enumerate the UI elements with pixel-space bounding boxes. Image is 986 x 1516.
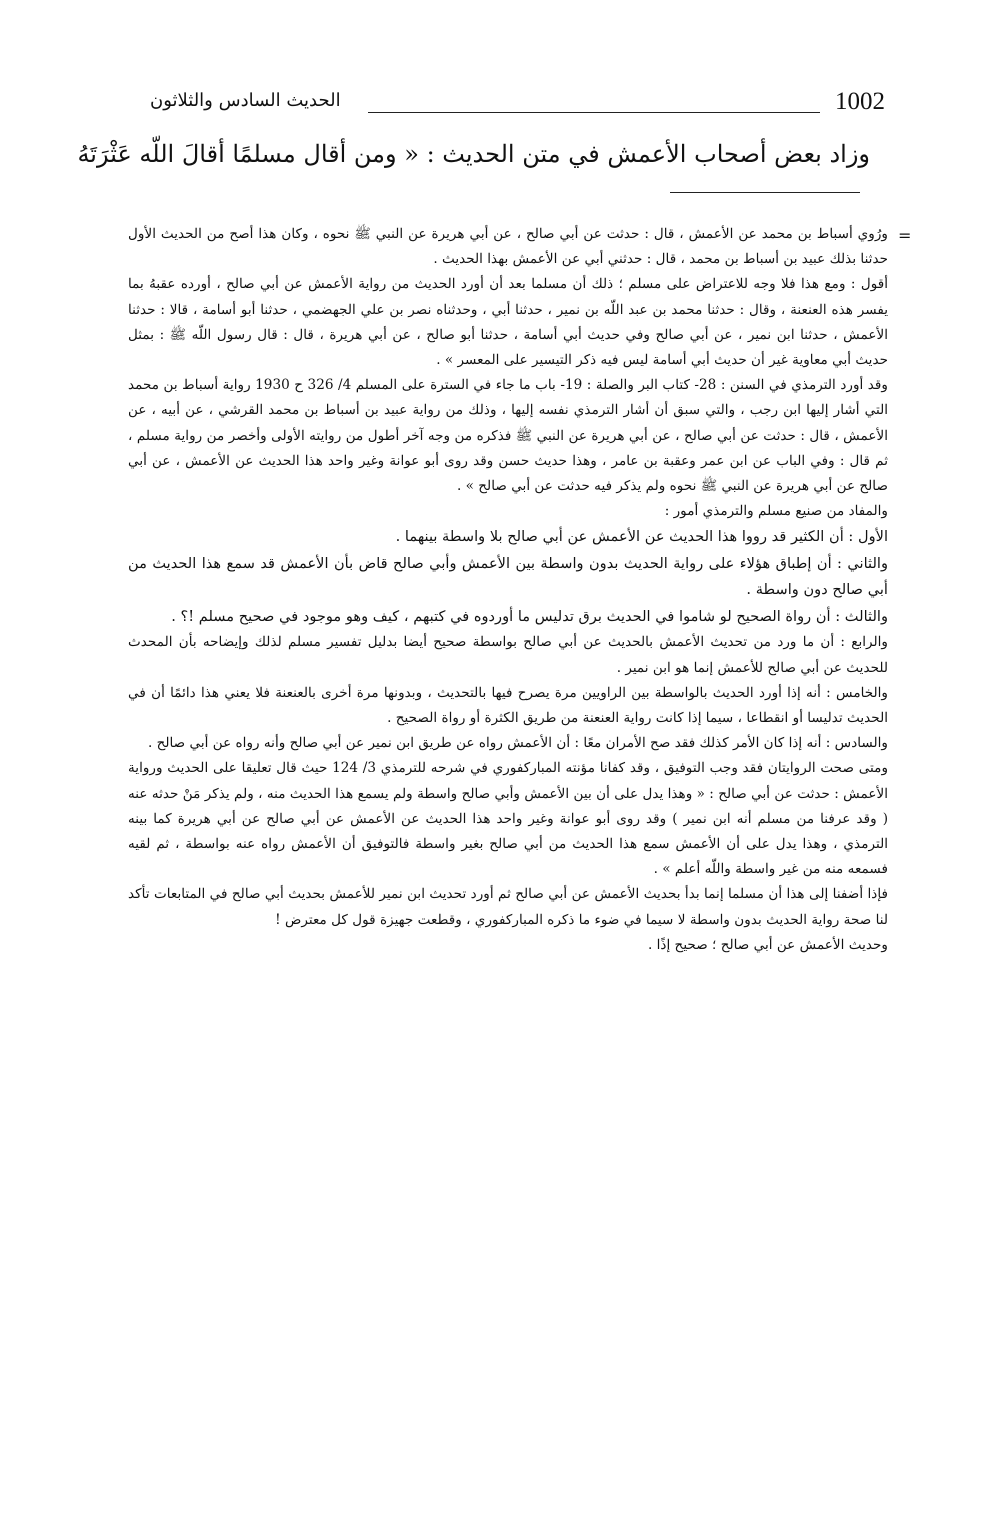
footnote-paragraph: ومتى صحت الروايتان فقد وجب التوفيق ، وقد كفانا مؤنته المباركفوري في شرحه للترمذي 3/ 124 حيث قال تعليقا على الحديث ورواية الأعمش : حدثت عن أبي صالح : « وهذا يدل على أن بين الأعمش وأبي صالح واسطة ولم يسمع هذا الحديث منه ، ولم يذكر مَنْ حدثه عنه ( وقد عرفنا من مسلم أنه ابن نمير ) وقد روى أبو عوانة وغير واحد هذا الحديث عن الأعمش عن أبي صالح عن أبي هريرة كما بينه الترمذي ، وهذا يدل على أن الأعمش سمع هذا الحديث من أبي صالح بغير واسطة فالتوفيق أن الأعمش رواه عنه بواسطة ، ثم لقيه فسمعه منه من غير واسطة واللّه أعلم » .	[128, 760, 889, 878]
footnote-paragraph: والمفاد من صنيع مسلم والترمذي أمور :	[664, 503, 888, 520]
footnote-paragraph: الأول : أن الكثير قد رووا هذا الحديث عن الأعمش عن أبي صالح بلا واسطة بينهما .	[395, 528, 888, 546]
footnote-paragraph: والثاني : أن إطباق هؤلاء على رواية الحديث بدون واسطة بين الأعمش وأبي صالح قاض بأن الأعمش قد سمع هذا الحديث من أبي صالح دون واسطة .	[128, 554, 888, 599]
footnote-paragraph: أقول : ومع هذا فلا وجه للاعتراض على مسلم ؛ ذلك أن مسلما بعد أن أورد الحديث من رواية الأعمش عن أبي صالح ، أورده عقبهُ بما يفسر هذه العنعنة ، وقال : حدثنا محمد بن عبد اللّه بن نمير ، حدثنا أبي ، وحدثناه نصر بن علي الجهضمي ، حدثنا أبو أسامة ، قالا : حدثنا الأعمش ، حدثنا ابن نمير ، عن أبي صالح وفي حديث أبي أسامة ، حدثنا أبو صالح ، عن أبي هريرة ، قال : قال رسول اللّه ﷺ : بمثل حديث أبي معاوية غير أن حديث أبي أسامة ليس فيه ذكر التيسير على المعسر » .	[128, 276, 888, 369]
footnote-paragraph: وقد أورد الترمذي في السنن : 28- كتاب البر والصلة : 19- باب ما جاء في السترة على المسلم 4/ 326 ح 1930 رواية أسباط بن محمد التي أشار إليها ابن رجب ، والتي سبق أن أشار الترمذي نفسه إليها ، وذلك من رواية عبيد بن أسباط بن محمد القرشي ، عن أبيه ، عن الأعمش ، قال : حدثت عن أبي صالح ، عن أبي هريرة عن النبي ﷺ فذكره من وجه آخر أطول من روايته الأولى وأخصر من رواية مسلم ، ثم قال : وفي الباب عن ابن عمر وعقبة بن عامر ، وهذا حديث حسن وقد روى أبو عوانة وغير واحد هذا الحديث عن الأعمش ، عن أبي صالح عن أبي هريرة عن النبي ﷺ نحوه ولم يذكر فيه حدثت عن أبي صالح » .	[128, 377, 888, 495]
footnote-paragraph: والسادس : أنه إذا كان الأمر كذلك فقد صح الأمران معًا : أن الأعمش رواه عن طريق ابن نمير عن أبي صالح وأنه رواه عن أبي صالح .	[147, 735, 888, 752]
page-number: 1002	[835, 88, 885, 115]
footnotes	[128, 222, 888, 958]
footnote-paragraph: ورُوي أسباط بن محمد عن الأعمش ، قال : حدثت عن أبي صالح ، عن أبي هريرة عن النبي ﷺ نحوه ، وكان هذا أصح من الحديث الأول حدثنا بذلك عبيد بن أسباط بن محمد ، قال : حدثني أبي عن الأعمش بهذا الحديث .	[128, 226, 888, 268]
footnote-paragraph: والخامس : أنه إذا أورد الحديث بالواسطة بين الراويين مرة يصرح فيها بالتحديث ، وبدونها مرة أخرى بالعنعنة فلا يعني هذا دائمًا أن في الحديث تدليسا أو انقطاعا ، سيما إذا كانت رواية العنعنة من طريق الكثرة أو رواة الصحيح .	[128, 684, 888, 727]
continuation-mark: =	[898, 226, 912, 245]
footnote-paragraph: والثالث : أن رواة الصحيح لو شاموا في الحديث برق تدليس ما أوردوه في كتبهم ، كيف وهو موجود في صحيح مسلم !؟ .	[171, 607, 888, 625]
footnote-paragraph: وحديث الأعمش عن أبي صالح ؛ صحيح إذًا .	[647, 936, 888, 953]
footnote-paragraph: فإذا أضفنا إلى هذا أن مسلما إنما بدأ بحديث الأعمش عن أبي صالح ثم أورد تحديث ابن نمير للأعمش بحديث أبي صالح في المتابعات تأكد لنا صحة رواية الحديث بدون واسطة لا سيما في ضوء ما ذكره المباركفوري ، وقطعت جهيزة قول كل معترض !	[128, 886, 888, 928]
main-text: وزاد بعض أصحاب الأعمش في متن الحديث : « ومن أقال مسلمًا أقالَ اللّه عَثْرَتَهُ	[77, 140, 870, 168]
header-rule	[368, 112, 820, 113]
footnote-paragraph: والرابع : أن ما ورد من تحديث الأعمش بالحديث عن أبي صالح بواسطة صحيح أيضا بدليل تفسير مسلم لذلك وإيضاحه بأن المحدث للحديث عن أبي صالح للأعمش إنما هو ابن نمير .	[128, 634, 888, 676]
running-title: الحديث السادس والثلاثون	[150, 90, 341, 111]
page-header	[150, 88, 890, 124]
footnote-separator	[670, 192, 860, 193]
